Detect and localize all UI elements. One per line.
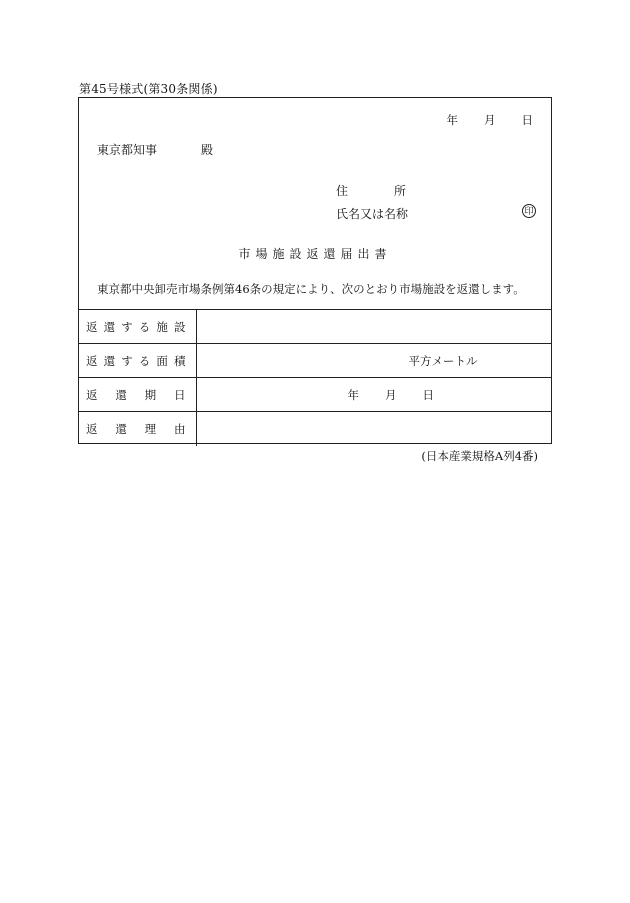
- date-year-label: 年: [446, 113, 458, 127]
- label-char: 還: [103, 353, 116, 368]
- label-char: す: [121, 353, 133, 368]
- return-date-field[interactable]: [196, 378, 551, 412]
- form-header-section: [79, 98, 551, 310]
- document-title: 市場施設返還届出書: [238, 247, 392, 261]
- address-label-char-1: 住: [336, 184, 349, 198]
- label-char: 日: [173, 387, 186, 402]
- label-char: 還: [115, 422, 127, 436]
- label-char: 設: [173, 319, 186, 334]
- label-char: 由: [173, 422, 186, 436]
- row-label-facility: [79, 310, 196, 344]
- label-char: す: [121, 319, 133, 334]
- label-char: 返: [86, 387, 98, 402]
- reason-field[interactable]: [196, 412, 551, 447]
- row-label-area: [79, 344, 196, 378]
- label-char: 施: [156, 319, 168, 334]
- address-label-char-2: 所: [394, 184, 407, 198]
- row-label-reason: [79, 412, 196, 447]
- form-number: 第45号様式(第30条関係): [79, 82, 218, 96]
- label-char: 返: [86, 353, 98, 368]
- facility-field[interactable]: [196, 310, 551, 344]
- label-char: 返: [86, 422, 98, 436]
- return-date-day: 日: [422, 387, 434, 402]
- label-char: 積: [173, 353, 186, 368]
- return-date-year: 年: [347, 387, 359, 402]
- area-unit-label: 平方メートル: [408, 353, 478, 368]
- address-label: [336, 182, 406, 199]
- seal-mark-icon: 印: [522, 204, 536, 218]
- document-body-text: 東京都中央卸売市場条例第46条の規定により、次のとおり市場施設を返還します。: [97, 282, 525, 296]
- details-table: [79, 310, 551, 446]
- return-notification-form: [78, 97, 552, 444]
- label-char: 理: [144, 422, 157, 436]
- label-char: る: [138, 319, 151, 334]
- name-label: 氏名又は名称: [336, 207, 409, 221]
- date-day-label: 日: [521, 113, 533, 127]
- row-label-return-date: [79, 378, 196, 412]
- addressee-name: 東京都知事: [97, 143, 158, 157]
- label-char: 還: [103, 319, 116, 334]
- table-row: [79, 412, 551, 447]
- return-date-labels: [348, 387, 435, 403]
- paper-size-note: (日本産業規格A列4番): [421, 449, 538, 463]
- table-row: [79, 378, 551, 412]
- date-month-label: 月: [484, 113, 496, 127]
- label-char: 返: [86, 319, 98, 334]
- addressee: [97, 141, 213, 158]
- return-date-month: 月: [385, 387, 397, 402]
- table-row: [79, 344, 551, 378]
- label-char: る: [138, 353, 151, 368]
- label-char: 期: [144, 387, 157, 402]
- area-field[interactable]: [196, 344, 551, 378]
- table-row: [79, 310, 551, 344]
- addressee-honorific: 殿: [201, 143, 214, 157]
- submission-date: [447, 112, 534, 128]
- label-char: 還: [115, 387, 127, 402]
- label-char: 面: [156, 353, 168, 368]
